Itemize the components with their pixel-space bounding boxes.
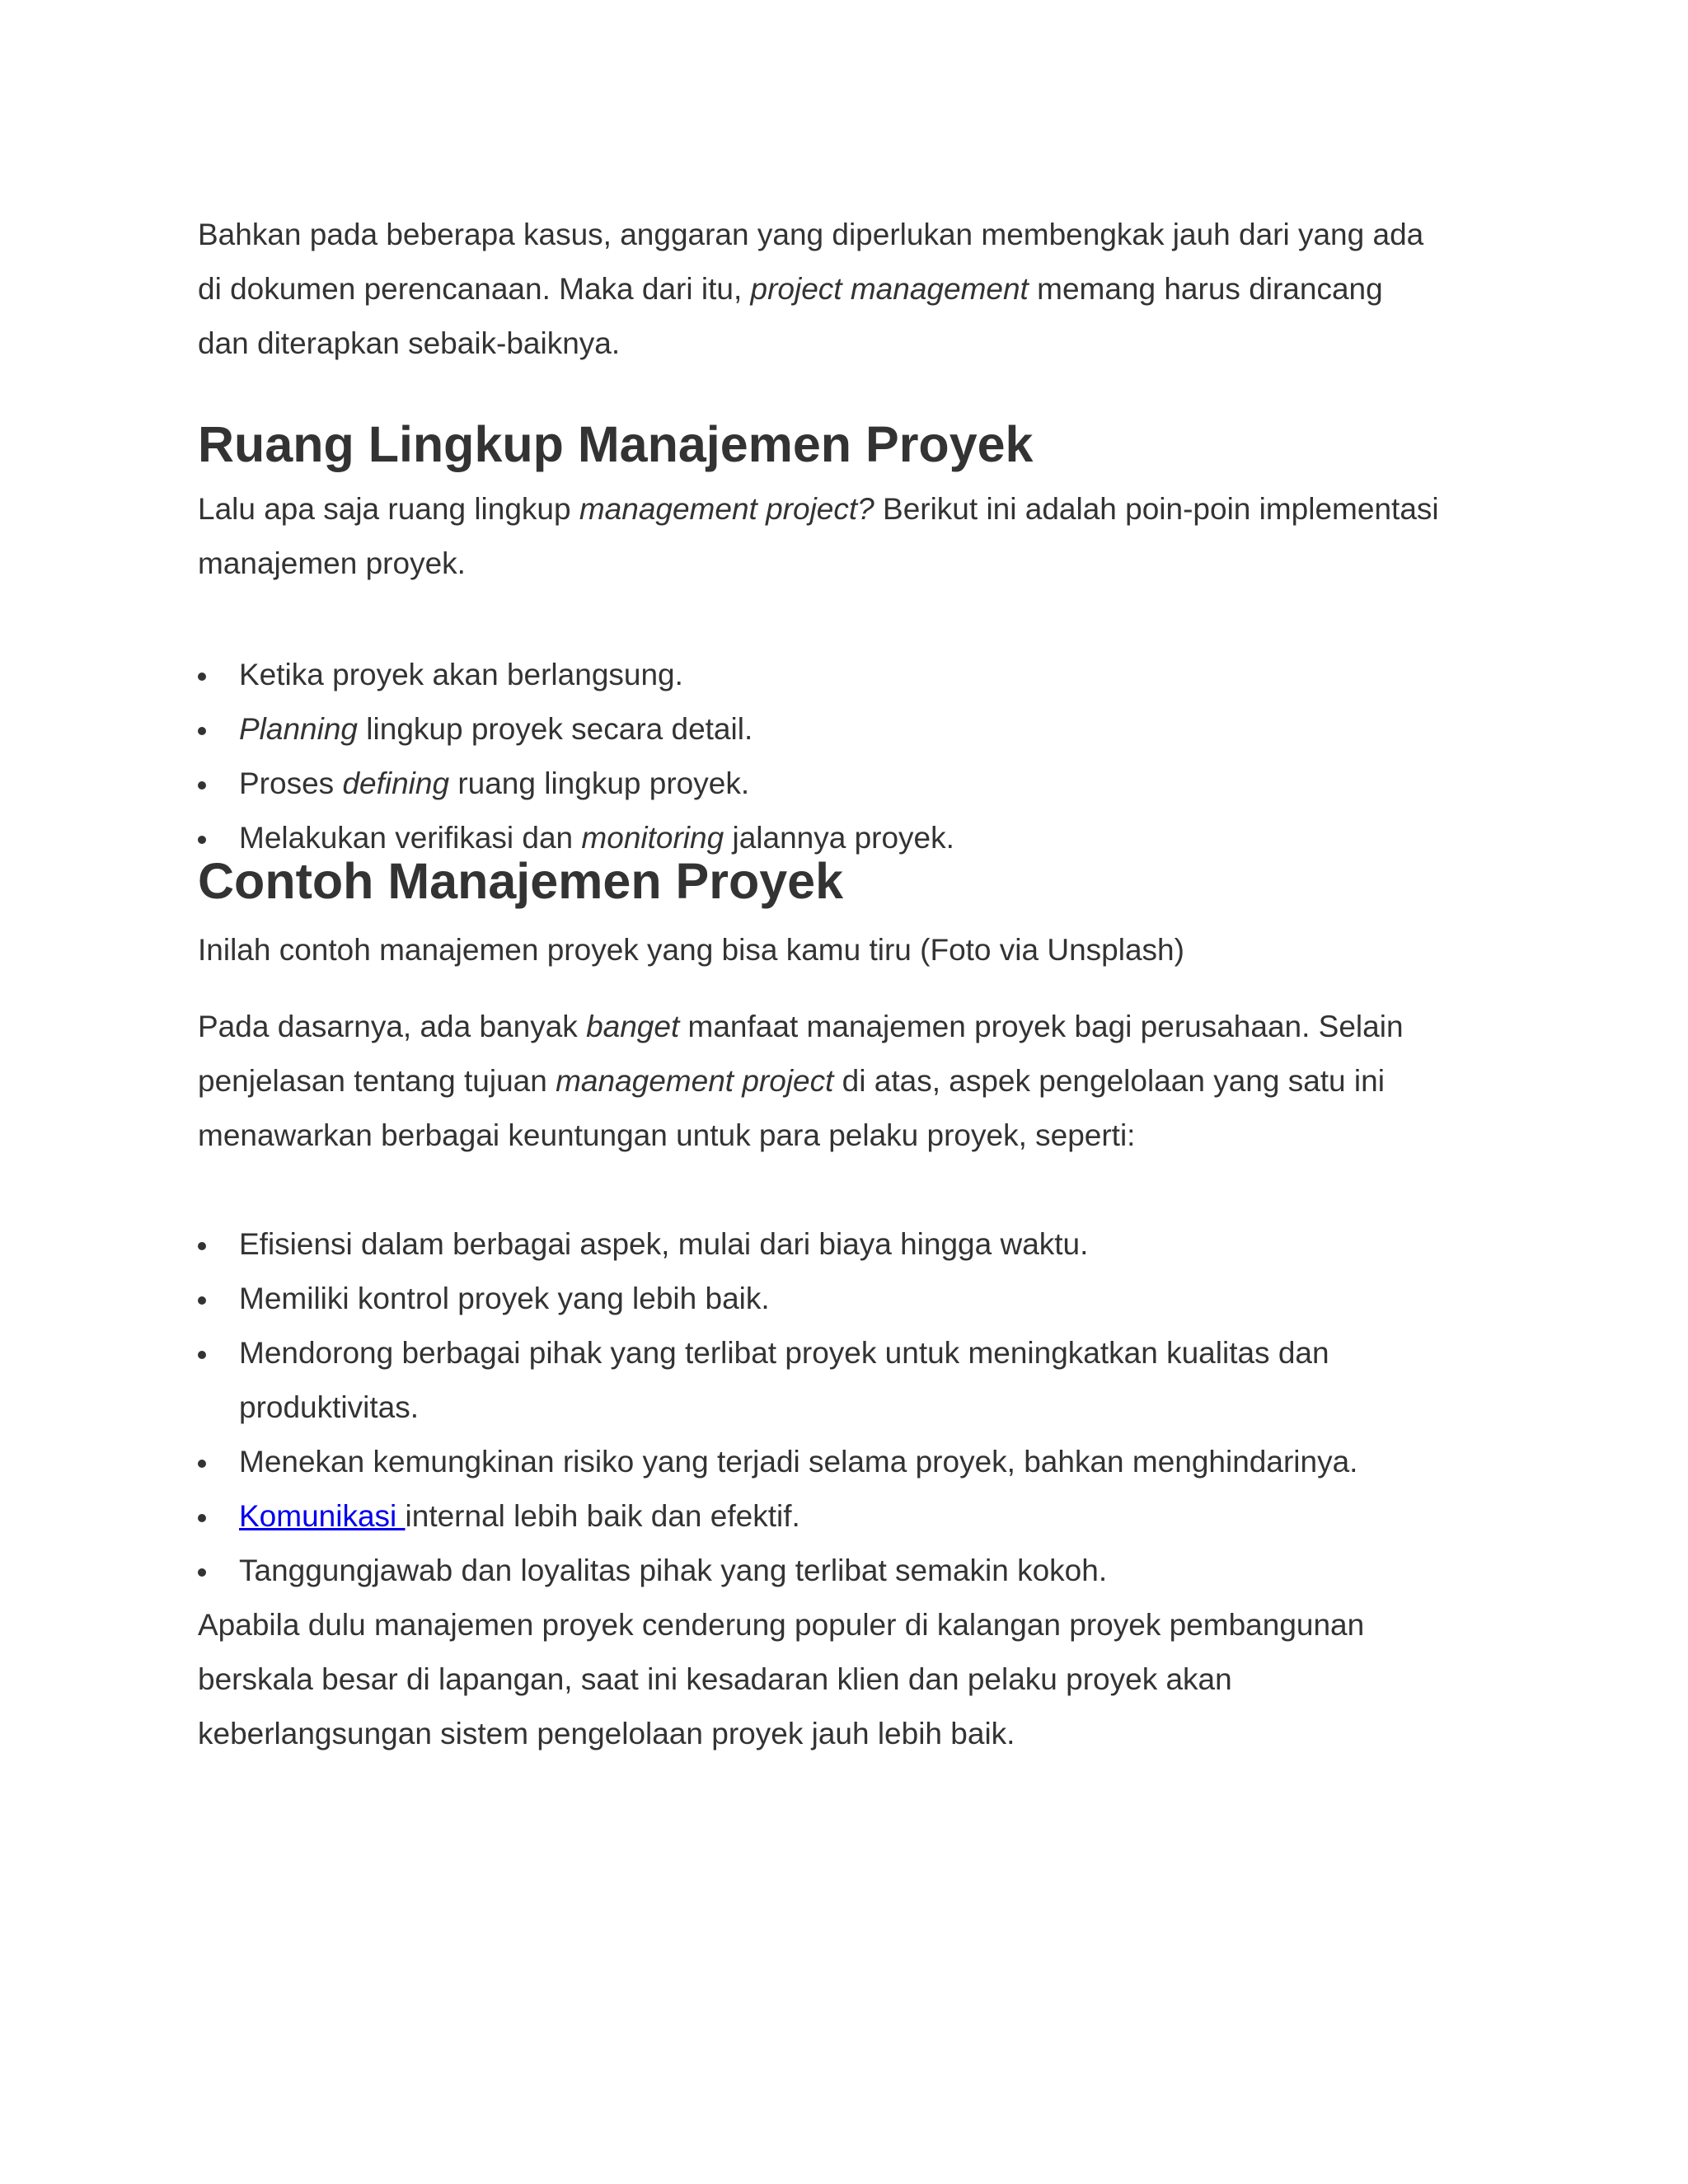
closing-line-2: berskala besar di lapangan, saat ini kesadaran klien dan pelaku proyek akan [198,1662,1232,1696]
section-1-bullet-list [198,648,1517,865]
list-item: Planning lingkup proyek secara detail. [198,702,1517,757]
section-ruang-lingkup [198,415,1517,474]
list-item: Tanggungjawab dan loyalitas pihak yang terlibat semakin kokoh. [198,1544,1517,1598]
intro-paragraph [198,208,1517,371]
section-2-line-1: Pada dasarnya, ada banyak banget manfaat manajemen proyek bagi perusahaan. Selain [198,1010,1404,1043]
section-1-line-1: Lalu apa saja ruang lingkup management project? Berikut ini adalah poin-poin implementasi [198,492,1439,526]
list-item: Menekan kemungkinan risiko yang terjadi selama proyek, bahkan menghindarinya. [198,1435,1517,1489]
list-item: Ketika proyek akan berlangsung. [198,648,1517,702]
list-item: Komunikasi internal lebih baik dan efektif. [198,1489,1517,1544]
list-item: Proses defining ruang lingkup proyek. [198,757,1517,811]
caption-text: Inilah contoh manajemen proyek yang bisa kamu tiru (Foto via Unsplash) [198,933,1184,967]
image-caption [198,923,1517,977]
intro-line-3: dan diterapkan sebaik-baiknya. [198,326,621,360]
section-2-line-3: menawarkan berbagai keuntungan untuk para pelaku proyek, seperti: [198,1118,1136,1152]
list-item: Efisiensi dalam berbagai aspek, mulai dari biaya hingga waktu. [198,1217,1517,1272]
list-item: Mendorong berbagai pihak yang terlibat proyek untuk meningkatkan kualitas dan produktivitas. [198,1326,1517,1435]
section-2-bullet-list [198,1217,1517,1598]
list-item: Memiliki kontrol proyek yang lebih baik. [198,1272,1517,1326]
section-1-heading: Ruang Lingkup Manajemen Proyek [198,416,1034,472]
section-1-paragraph [198,482,1517,591]
section-2-line-2: penjelasan tentang tujuan management project di atas, aspek pengelolaan yang satu ini [198,1064,1385,1098]
section-1-line-2: manajemen proyek. [198,546,466,580]
closing-line-3: keberlangsungan sistem pengelolaan proyek jauh lebih baik. [198,1717,1015,1750]
komunikasi-link[interactable]: Komunikasi [239,1499,406,1533]
section-2-paragraph [198,1000,1517,1163]
list-item: Melakukan verifikasi dan monitoring jalannya proyek. [198,811,1517,865]
intro-line-1: Bahkan pada beberapa kasus, anggaran yang diperlukan membengkak jauh dari yang ada [198,218,1424,251]
closing-paragraph [198,1598,1517,1761]
intro-line-2: di dokumen perencanaan. Maka dari itu, project management memang harus dirancang [198,272,1383,306]
section-2-heading: Contoh Manajemen Proyek [198,853,843,909]
section-contoh [198,851,1517,911]
closing-line-1: Apabila dulu manajemen proyek cenderung populer di kalangan proyek pembangunan [198,1608,1365,1642]
